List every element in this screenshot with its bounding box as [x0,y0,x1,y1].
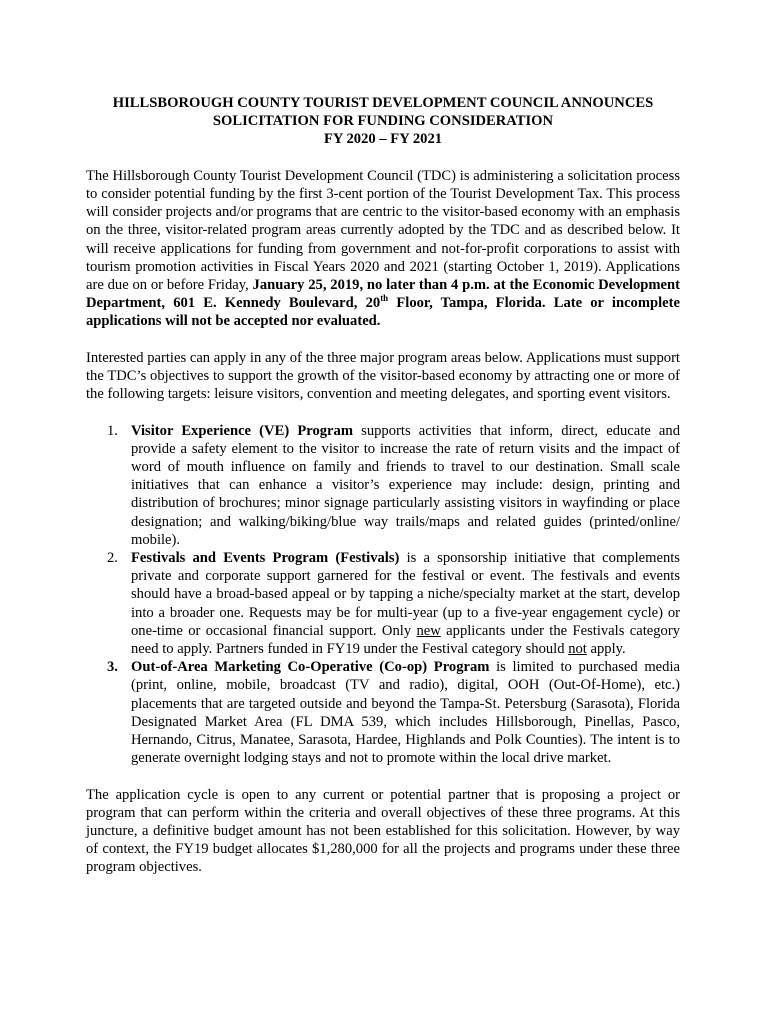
program-list [86,422,680,768]
interest-paragraph: Interested parties can apply in any of the three major program areas below. Applications must support the TDC’s objectives to support the growth of the visitor-based economy by attracting one or more of the following targets: leisure visitors, convention and meeting delegates, and sporting event visitors. [86,349,680,403]
underlined-word: not [568,641,587,658]
list-number: 1. [107,422,118,439]
underlined-word: new [416,622,441,639]
program-description: supports activities that inform, direct, educate and provide a safety element to the visitor to increase the rate of return visits and the impact of word of mouth influence on family and friends to travel to our destination. Small scale initiatives that can enhance a visitor’s experience may include: design, printing and distribution of brochures; minor signage particularly assisting visitors in wayfinding or place designation; and walking/biking/blue way trails/maps and related guides (printed/online/ mobile). [131,422,681,548]
program-description-end: apply. [586,641,626,658]
document-title [86,94,680,149]
program-name: Visitor Experience (VE) Program [131,422,353,439]
title-line-3: FY 2020 – FY 2021 [323,131,443,148]
title-line-2: SOLICITATION FOR FUNDING CONSIDERATION [212,113,554,130]
ordinal-suffix: th [380,293,389,304]
list-item [86,549,680,658]
list-number: 2. [107,550,118,567]
list-item [86,422,680,549]
document-page [86,94,680,877]
list-number: 3. [107,659,118,676]
deadline-location-text: Floor, Tampa, Florida. Late or incomplete applications will not be accepted nor evaluated. [86,295,680,330]
closing-paragraph: The application cycle is open to any current or potential partner that is proposing a project or program that can perform within the criteria and overall objectives of these three programs. At this juncture, a definitive budget amount has not been established for this solicitation. However, by way of context, the FY19 budget allocates $1,280,000 for all the projects and programs under these three program objectives. [86,786,680,876]
intro-text: The Hillsborough County Tourist Development Council (TDC) is administering a solicitation process to consider potential funding by the first 3-cent portion of the Tourist Development Tax. This process will consider projects and/or programs that are centric to the visitor-based economy with an emphasis on the three, visitor-related program areas currently adopted by the TDC and as described below. It will receive applications for funding from government and not-for-profit corporations to assist with tourism promotion activities in Fiscal Years 2020 and 2021 (starting October 1, 2019). Applications are due on or before Friday, [86,167,680,294]
program-description: is limited to purchased media (print, online, mobile, broadcast (TV and radio), digital, OOH (Out-Of-Home), etc.) placements that are targeted outside and beyond the Tampa-St. Petersburg (Sarasota), Florida Designated Market Area (FL DMA 539, which includes Hillsborough, Pinellas, Pasco, Hernando, Citrus, Manatee, Sarasota, Hardee, Highlands and Polk Counties). The intent is to generate overnight lodging stays and not to promote within the local drive market. [131,659,680,767]
deadline-text: January 25, 2019, no later than 4 p.m. at the Economic Development Department, 601 E. Kennedy Boulevard, 20 [86,277,680,312]
program-name: Festivals and Events Program (Festivals) [131,550,400,567]
title-line-1: HILLSBOROUGH COUNTY TOURIST DEVELOPMENT COUNCIL ANNOUNCES [112,95,654,111]
program-name: Out-of-Area Marketing Co-Operative (Co-op) Program [131,659,490,676]
program-description-cont: applicants under the Festivals category need to apply. Partners funded in FY19 under the Festival category should [131,622,680,658]
intro-paragraph [86,167,680,331]
program-description: is a sponsorship initiative that complements private and corporate support garnered for the festival or event. The festivals and events should have a broad-based appeal or by tapping a niche/specialty market at the start, develop into a broader one. Requests may be for multi-year (up to a five-year engagement cycle) or one-time or occasional financial support. Only [131,550,680,639]
list-item [86,658,680,767]
